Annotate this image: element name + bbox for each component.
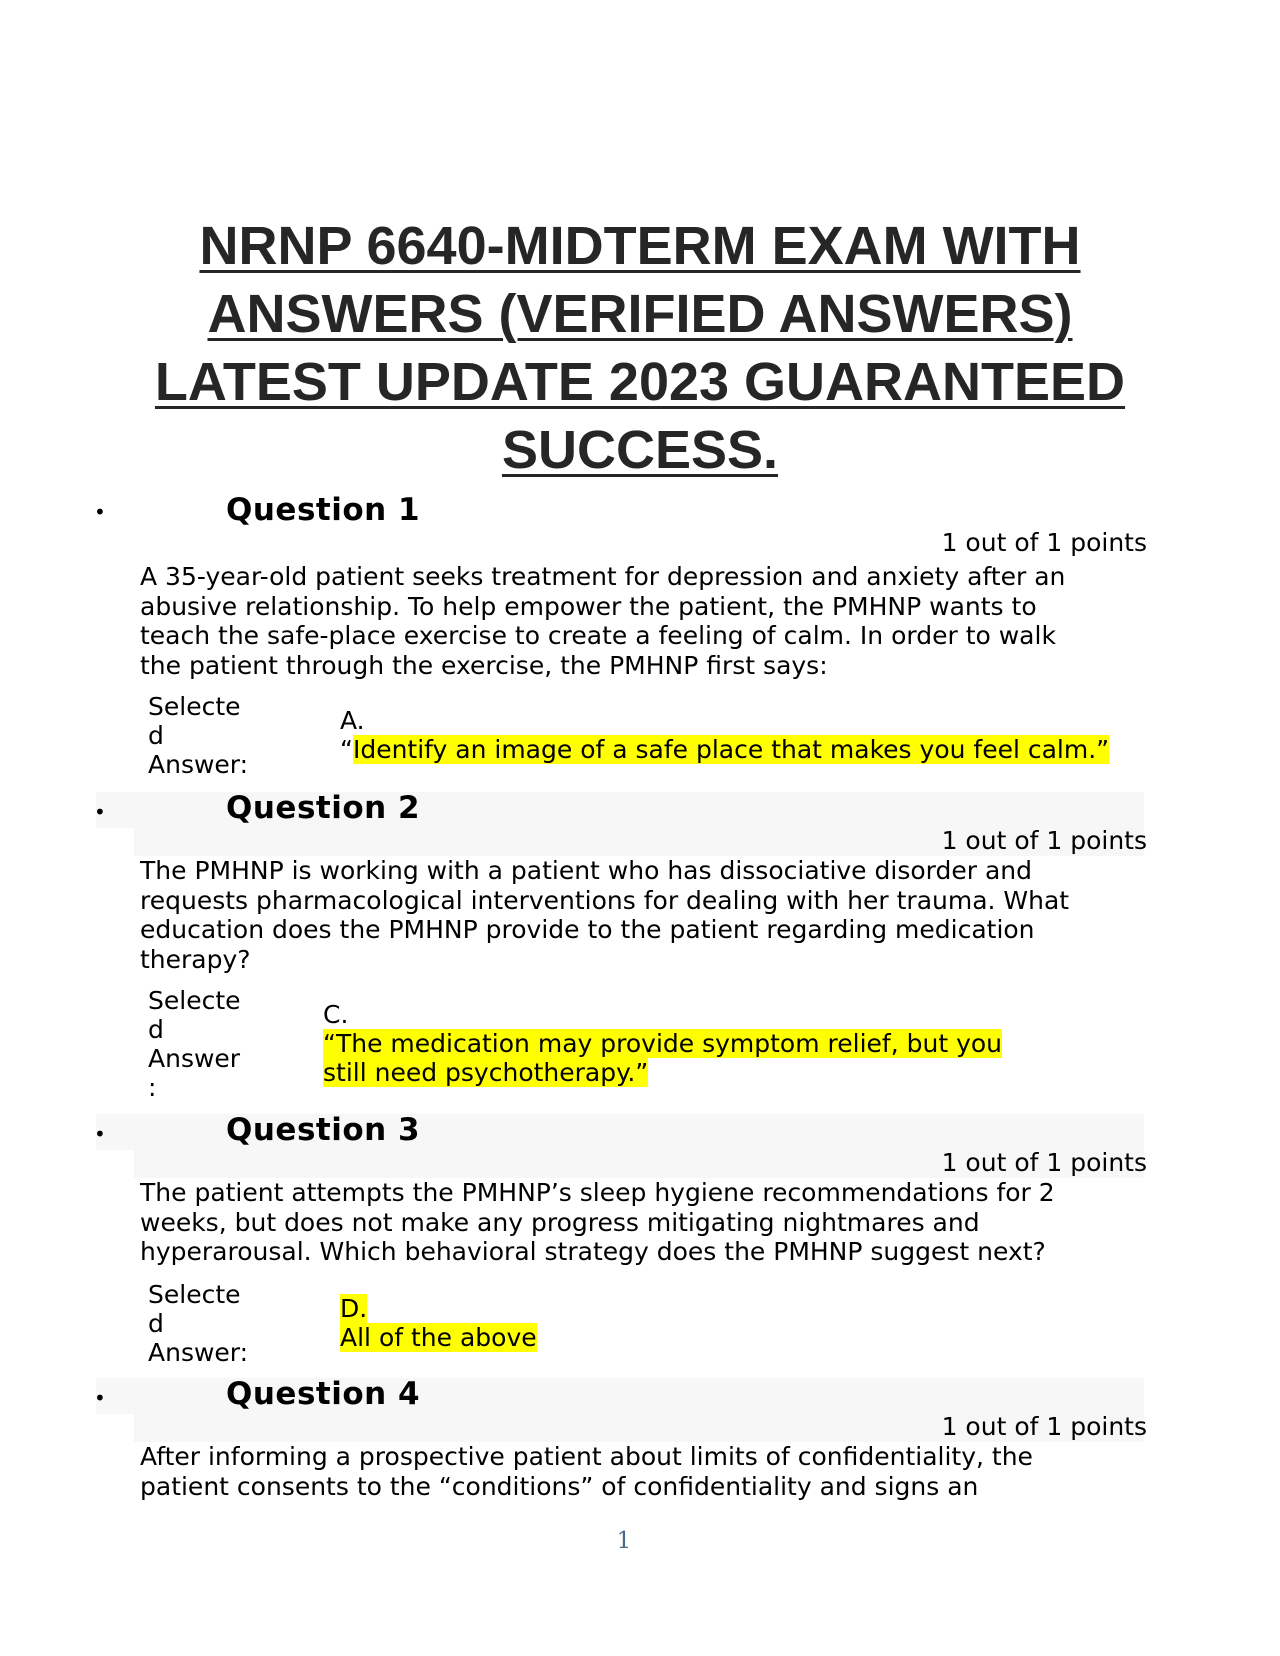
bullet-icon: •: [94, 800, 106, 824]
answer-text: “Identify an image of a safe place that makes you feel calm.”: [340, 735, 1110, 764]
selected-answer: [323, 1000, 1002, 1087]
selected-answer-label: Selecte d Answer:: [148, 692, 249, 779]
title-line: LATEST UPDATE 2023 GUARANTEED: [154, 352, 1126, 412]
answer-text: All of the above: [340, 1323, 537, 1352]
question-label: Question 2: [226, 790, 421, 826]
question-label: Question 4: [226, 1376, 421, 1412]
page-number: 1: [616, 1528, 632, 1554]
question-text: The patient attempts the PMHNP’s sleep hygiene recommendations for 2 weeks, but does not make any progress mitigating nightmares and hyperarousal. Which behavioral strategy does the PMHNP suggest next?: [140, 1178, 1055, 1266]
answer-letter: C.: [323, 1000, 349, 1029]
bullet-icon: •: [94, 500, 106, 524]
question-points: 1 out of 1 points: [941, 826, 1147, 855]
question-label: Question 1: [226, 492, 421, 528]
selected-answer: [340, 1294, 537, 1352]
title-line: ANSWERS (VERIFIED ANSWERS): [207, 284, 1073, 344]
question-points: 1 out of 1 points: [941, 1412, 1147, 1441]
bullet-icon: •: [94, 1386, 106, 1410]
selected-answer: [340, 706, 1109, 764]
title-line: NRNP 6640-MIDTERM EXAM WITH: [199, 216, 1081, 276]
question-text: The PMHNP is working with a patient who has dissociative disorder and requests pharmacological interventions for dealing with her trauma. What education does the PMHNP provide to the patient regarding medication therapy?: [140, 856, 1070, 974]
selected-answer-label: Selecte d Answer:: [148, 1280, 249, 1367]
question-label: Question 3: [226, 1112, 421, 1148]
question-points: 1 out of 1 points: [941, 1148, 1147, 1177]
bullet-icon: •: [94, 1122, 106, 1146]
question-text: A 35-year-old patient seeks treatment for depression and anxiety after an abusive relationship. To help empower the patient, the PMHNP wants to teach the safe-place exercise to create a feeling of calm. In order to walk the patient through the exercise, the PMHNP first says:: [140, 562, 1066, 680]
selected-answer-label: Selecte d Answer :: [148, 986, 241, 1102]
answer-letter: D.: [340, 1294, 368, 1323]
answer-text: still need psychotherapy.”: [323, 1058, 649, 1087]
document-title: [90, 212, 1190, 484]
question-text: After informing a prospective patient about limits of confidentiality, the patient consents to the “conditions” of confidentiality and signs an: [140, 1442, 1033, 1501]
answer-letter: A.: [340, 706, 365, 735]
answer-text: “The medication may provide symptom relief, but you: [323, 1029, 1003, 1058]
title-line: SUCCESS.: [501, 420, 779, 480]
question-points: 1 out of 1 points: [941, 528, 1147, 557]
